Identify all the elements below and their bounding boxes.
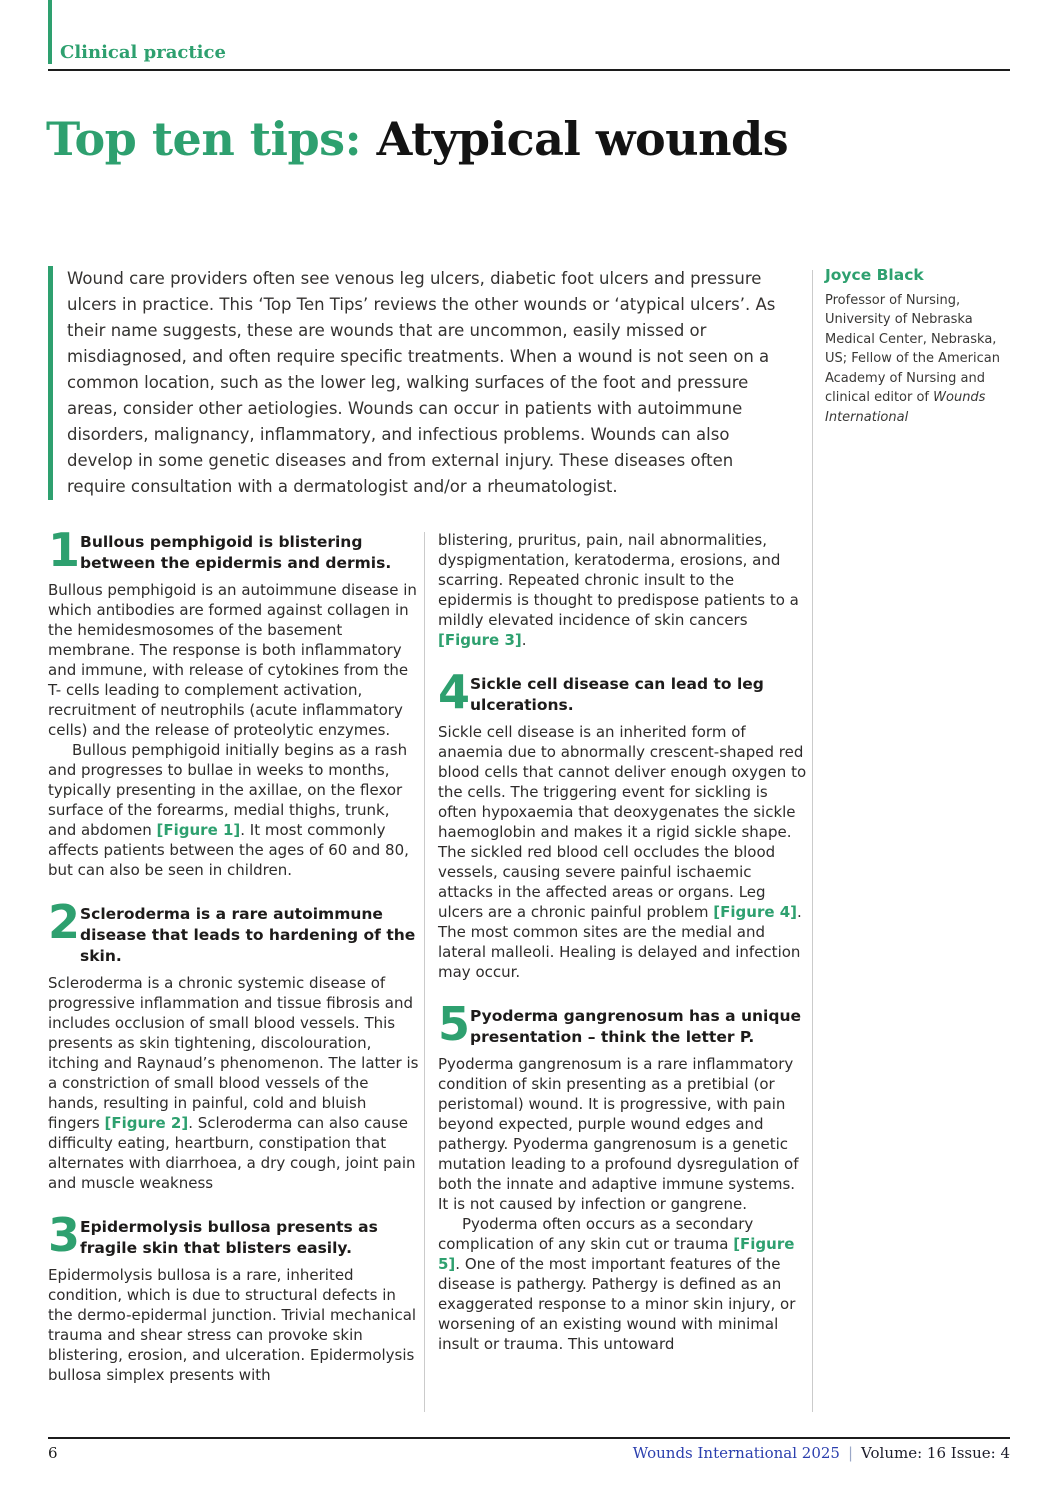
tip-number: 1 [48, 523, 79, 577]
author-block [825, 266, 1011, 427]
body-paragraph: Sickle cell disease is an inherited form of anaemia due to abnormally crescent-shaped red blood cells that cannot deliver enough oxygen to the cells. The triggering event for sickling is often hypoxaemia that deoxygenates the sickle haemoglobin and makes it a rigid sickle shape. The sickled red blood cell occludes the blood vessels, causing severe painful ischaemic attacks in the affected areas or organs. Leg ulcers are a chronic painful problem [Figure 4]. The most common sites are the medial and lateral malleoli. Healing is delayed and infection may occur. [438, 723, 807, 981]
body-paragraph: Pyoderma often occurs as a secondary complication of any skin cut or trauma [Figure 5]. One of the most important features of the disease is pathergy. Pathergy is defined as an exaggerated response to a minor skin injury, or worsening of an existing wound with minimal insult or trauma. This untoward [438, 1215, 796, 1353]
figure-reference: [Figure 5] [438, 1235, 795, 1273]
footer-journal: Wounds International 2025 [632, 1444, 840, 1462]
figure-reference: [Figure 1] [156, 821, 241, 839]
page-title [46, 112, 788, 166]
tip-header [438, 997, 810, 1051]
author-name: Joyce Black [825, 266, 924, 284]
body-paragraph: Pyoderma gangrenosum is a rare inflammatory condition of skin presenting as a pretibial (or peristomal) wound. It is progressive, with pain beyond expected, purple wound edges and pathergy. Pyoderma gangrenosum is a genetic mutation leading to a profound dysregulation of both the innate and adaptive immune systems. It is not caused by infection or gangrene. [438, 1055, 799, 1213]
body-column-1 [48, 523, 420, 1385]
author-bio: Professor of Nursing, University of Nebraska Medical Center, Nebraska, US; Fellow of the American Academy of Nursing and clinical editor of [825, 292, 1000, 405]
figure-reference: [Figure 3] [438, 631, 522, 649]
tip-heading: Pyoderma gangrenosum has a unique presentation – think the letter P. [470, 1007, 801, 1046]
tip-header [48, 523, 420, 577]
intro-paragraph: Wound care providers often see venous leg ulcers, diabetic foot ulcers and pressure ulcers in practice. This ‘Top Ten Tips’ reviews the other wounds or ‘atypical ulcers’. As their name suggests, these are wounds that are uncommon, easily missed or misdiagnosed, and often require specific treatments. When a wound is not seen on a common location, such as the lower leg, walking surfaces of the foot and pressure areas, consider other aetiologies. Wounds can occur in patients with autoimmune disorders, malignancy, inflammatory, and infectious problems. Wounds can also develop in some genetic diseases and from external injury. These diseases often require consultation with a dermatologist and/or a rheumatologist. [48, 266, 789, 500]
body-paragraph: Bullous pemphigoid is an autoimmune disease in which antibodies are formed against collagen in the hemidesmosomes of the basement membrane. The response is both inflammatory and immune, with release of cytokines from the T- cells leading to complement activation, recruitment of neutrophils (acute inflammatory cells) and the release of proteolytic enzymes. [48, 581, 417, 739]
tip-header [48, 895, 420, 967]
body-paragraph: Bullous pemphigoid initially begins as a rash and progresses to bullae in weeks to months, typically presenting in the axillae, on the flexor surface of the forearms, medial thighs, trunk, and abdomen [Figure 1]. It most commonly affects patients between the ages of 60 and 80, but can also be seen in children. [48, 741, 409, 879]
body-paragraph: Epidermolysis bullosa is a rare, inherited condition, which is due to structural defects in the dermo-epidermal junction. Trivial mechanical trauma and shear stress can provoke skin blistering, erosion, and ulceration. Epidermolysis bullosa simplex presents with [48, 1266, 417, 1384]
tip-header [438, 665, 810, 719]
body-paragraph: blistering, pruritus, pain, nail abnormalities, dyspigmentation, keratoderma, erosions, and scarring. Repeated chronic insult to the epidermis is thought to predispose patients to a mildly elevated incidence of skin cancers [Figure 3]. [438, 531, 799, 649]
page-number: 6 [48, 1444, 58, 1462]
footer-volume: Volume: 16 Issue: 4 [861, 1444, 1010, 1462]
kicker-accent-bar [48, 0, 52, 64]
body-column-2 [438, 530, 810, 1354]
body-paragraph: Scleroderma is a chronic systemic disease of progressive inflammation and tissue fibrosis and includes occlusion of small blood vessels. This presents as skin tightening, discolouration, itching and Raynaud’s phenomenon. The latter is a constriction of small blood vessels of the hands, resulting in painful, cold and bluish fingers [Figure 2]. Scleroderma can also cause difficulty eating, heartburn, constipation that alternates with diarrhoea, a dry cough, joint pain and muscle weakness [48, 974, 419, 1192]
tip-number: 2 [48, 895, 79, 949]
tip-number: 3 [48, 1208, 79, 1262]
tip-heading: Bullous pemphigoid is blistering between the epidermis and dermis. [80, 533, 392, 572]
footer-credit [633, 1444, 1010, 1462]
tip-heading: Epidermolysis bullosa presents as fragile skin that blisters easily. [80, 1218, 378, 1257]
tip-number: 4 [438, 665, 469, 719]
column-divider [424, 532, 425, 1412]
tip-number: 5 [438, 997, 469, 1051]
margin-divider [812, 270, 813, 1412]
tip-heading: Sickle cell disease can lead to leg ulcerations. [470, 675, 764, 714]
page-title-main: Atypical wounds [376, 112, 789, 166]
figure-reference: [Figure 4] [713, 903, 798, 921]
page-title-accent: Top ten tips: [46, 112, 377, 166]
tip-header [48, 1208, 420, 1262]
header-rule [48, 69, 1010, 71]
tip-heading: Scleroderma is a rare autoimmune disease that leads to hardening of the skin. [80, 905, 416, 965]
section-kicker: Clinical practice [60, 42, 226, 63]
footer-separator: | [847, 1444, 854, 1462]
author-bio-journal: Wounds International [825, 390, 986, 425]
figure-reference: [Figure 2] [104, 1114, 189, 1132]
footer-rule [48, 1437, 1010, 1439]
